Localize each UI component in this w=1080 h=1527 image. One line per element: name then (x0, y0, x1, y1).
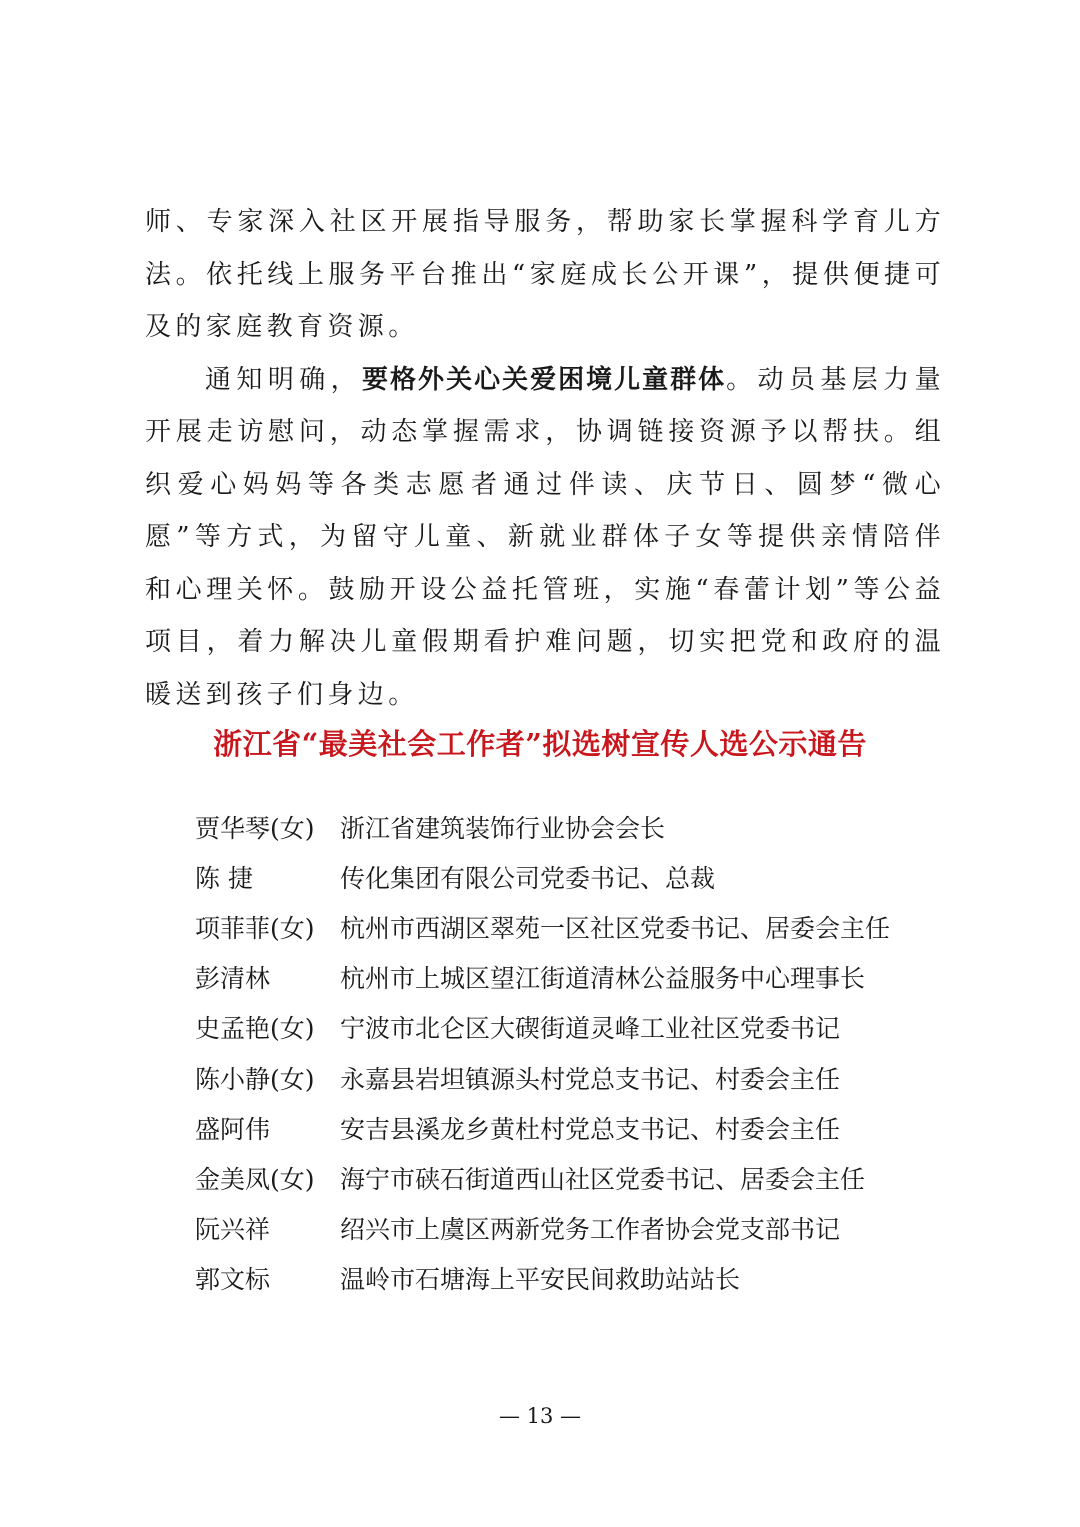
candidate-title: 海宁市硖石街道西山社区党委书记、居委会主任 (340, 1164, 866, 1194)
candidate-title: 杭州市上城区望江街道清林公益服务中心理事长 (340, 964, 866, 994)
notice-title: 浙江省“最美社会工作者”拟选树宣传人选公示通告 (213, 727, 867, 761)
paragraph-1: 师、专家深入社区开展指导服务，帮助家长掌握科学育儿方法。依托线上服务平台推出“家庭成长公开课”，提供便捷可及的家庭教育资源。 (145, 207, 945, 342)
candidate-row (195, 852, 975, 902)
paragraph-2-emphasis: 要格外关心关爱困境儿童群体 (362, 364, 727, 395)
page-number: — 13 — (498, 1404, 582, 1428)
candidate-title: 传化集团有限公司党委书记、总裁 (340, 864, 716, 894)
candidate-name: 盛阿伟 (195, 1114, 271, 1144)
candidate-row (195, 802, 975, 852)
candidate-name: 金美凤(女) (195, 1164, 315, 1194)
candidate-name: 史孟艳(女) (195, 1014, 315, 1044)
candidate-name: 贾华琴(女) (195, 814, 315, 844)
candidate-row (195, 902, 975, 952)
candidate-title: 安吉县溪龙乡黄杜村党总支书记、村委会主任 (340, 1114, 841, 1144)
candidate-name: 郭文标 (195, 1264, 271, 1294)
candidate-row (195, 1153, 975, 1203)
candidate-row (195, 1203, 975, 1253)
candidate-title: 浙江省建筑装饰行业协会会长 (340, 814, 666, 844)
candidate-title: 宁波市北仑区大碶街道灵峰工业社区党委书记 (340, 1014, 841, 1044)
candidate-list (195, 802, 975, 1303)
candidate-name: 彭清林 (195, 964, 271, 994)
candidate-row (195, 1103, 975, 1153)
paragraph-2 (145, 354, 945, 722)
paragraph-2-lead: 通知明确， (205, 364, 363, 395)
candidate-title: 绍兴市上虞区两新党务工作者协会党支部书记 (340, 1214, 841, 1244)
candidate-title: 温岭市石塘海上平安民间救助站站长 (340, 1264, 741, 1294)
candidate-row (195, 1002, 975, 1052)
candidate-name: 项菲菲(女) (195, 914, 315, 944)
candidate-row (195, 1253, 975, 1303)
candidate-title: 杭州市西湖区翠苑一区社区党委书记、居委会主任 (340, 914, 891, 944)
candidate-row (195, 1052, 975, 1102)
paragraph-2-rest: 。动员基层力量开展走访慰问，动态掌握需求，协调链接资源予以帮扶。组织爱心妈妈等各类志愿者通过伴读、庆节日、圆梦“微心愿”等方式，为留守儿童、新就业群体子女等提供亲情陪伴和心理关怀。鼓励开设公益托管班，实施“春蕾计划”等公益项目，着力解决儿童假期看护难问题，切实把党和政府的温暖送到孩子们身边。 (145, 364, 945, 710)
candidate-name: 陈小静(女) (195, 1064, 315, 1094)
candidate-name: 陈 捷 (195, 864, 253, 894)
body-text (145, 196, 945, 721)
candidate-row (195, 952, 975, 1002)
candidate-name: 阮兴祥 (195, 1214, 271, 1244)
candidate-title: 永嘉县岩坦镇源头村党总支书记、村委会主任 (340, 1064, 841, 1094)
